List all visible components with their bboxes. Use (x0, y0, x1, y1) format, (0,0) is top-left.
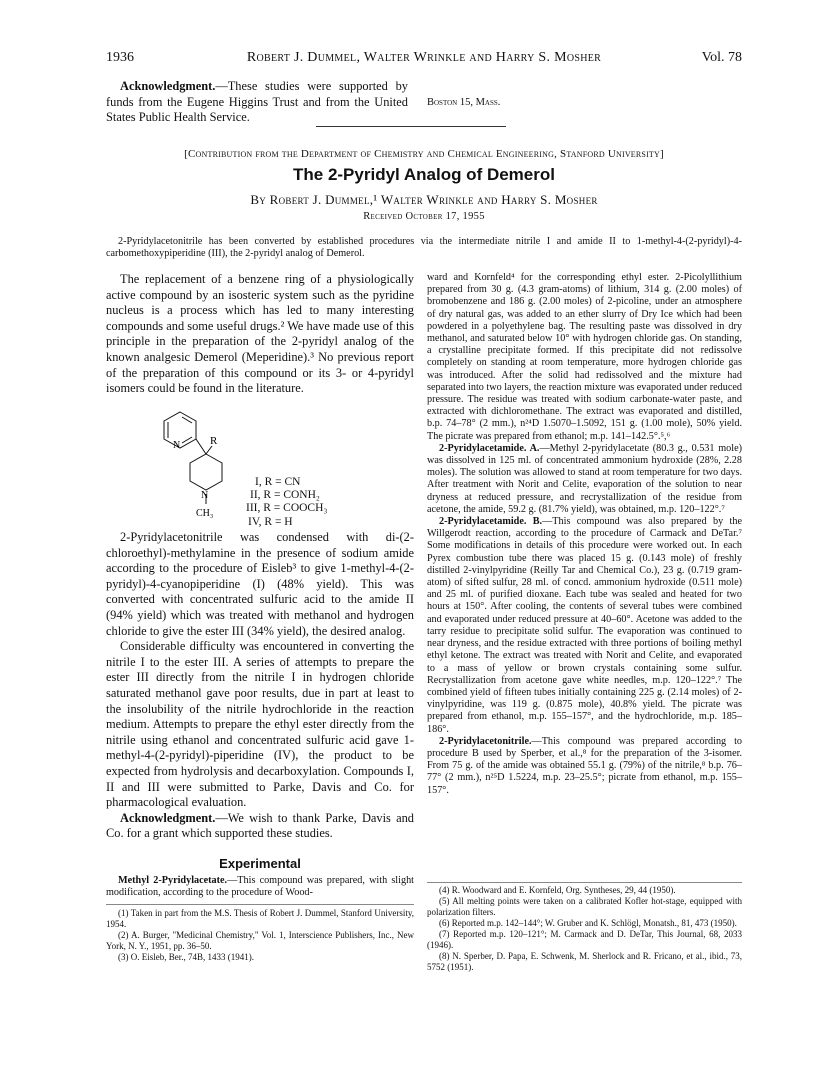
footnote: (6) Reported m.p. 142–144°; W. Gruber and K. Schlögl, Monatsh., 81, 473 (1950). (439, 918, 737, 928)
footnote: (5) All melting points were taken on a calibrated Kofler hot-stage, equipped with polarization filters. (427, 896, 742, 917)
article-title: The 2-Pyridyl Analog of Demerol (293, 165, 555, 184)
contribution-line: [Contribution from the Department of Chemistry and Chemical Engineering, Stanford University] (184, 148, 664, 160)
right-footnotes (427, 885, 742, 973)
footnote: (8) N. Sperber, D. Papa, E. Schwenk, M. Sherlock and R. Fricano, et al., ibid., 73, 5752 (1951). (427, 951, 742, 972)
ack-label: Acknowledgment. (120, 810, 216, 825)
piperidine-n-label: N (201, 490, 209, 501)
experimental-heading: Experimental (219, 856, 301, 871)
synthesis-paragraph: 2-Pyridylacetonitrile was condensed with di-(2-chloroethyl)-methylamine in the presence of sodium amide according to the procedure of Eisleb³ to give 1-methyl-4-(2-pyridyl)-4-cyanopiperidine (I) (48% yield). This was converted with concentrated sulfuric acid to the amide II (94% yield) which was treated with methanol and hydrogen chloride to give the ester III (34% yield), the desired analog. (106, 530, 414, 638)
volume-number: Vol. 78 (701, 50, 742, 65)
amide-a-text: —Methyl 2-pyridylacetate (80.3 g., 0.531 mole) was dissolved in 125 ml. of concentrated ammonium hydroxide (28%, 2.28 moles). The solution was allowed to stand at room temperature for two days. After treatment with Norit and Celite, evaporation of the solution to near dryness at reduced pressure, and recrystallization of the residue from acetone, the amide, 59.2 g. (81.7% yield), was obtained, m.p. 120–122°.⁷ (427, 442, 742, 515)
section-divider (316, 126, 506, 127)
nitrile-label: 2-Pyridylacetonitrile. (439, 735, 532, 747)
legend-item: III, R = COOCH₃ (246, 502, 328, 515)
page-number: 1936 (106, 50, 134, 65)
prev-location: Boston 15, Mass. (427, 97, 501, 108)
footnote-rule-right (427, 882, 742, 883)
prev-ack-text: —These studies were supported by funds from the Eugene Higgins Trust and from the United States Public Health Service. (106, 79, 408, 125)
footnote: (4) R. Woodward and E. Kornfeld, Org. Syntheses, 29, 44 (1950). (439, 885, 676, 895)
amide-b-text: —This compound was also prepared by the Willgerodt reaction, according to the procedure of Carmack and DeTar.⁷ Some modifications in details of this procedure were worked out. In each Pyrex combustion tube there was placed 15 g. (0.143 mole) of freshly distilled 2-vinylpyridine (Reilly Tar and Chemical Co.), 23 g. (0.719 gram-atom) of sifted sulfur, 28 ml. of concd. ammonium hydroxide (0.511 mole) and 25 ml. of purified dioxane. Each tube was sealed and heated for two hours at 150°. After cooling, the contents of several tubes were combined and evaporated under reduced pressure at 40–60°. Acetone was added to the tarry residue to precipitate solid sulfur. The evaporation was continued to near dryness, and the residue extracted with three portions of boiling methyl ethyl ketone. The extract was treated with Norit and Celite, and evaporated to a mass of yellow or brown crystals containing some sulfur. Recrystallization from acetone gave white needles, m.p. 120–122°.⁷ The combined yield of fifteen tubes initially containing 225 g. (2.14 moles) of 2-vinylpyridine, was 119 g. (0.875 mole), 40.8% yield. The picrate was prepared from ethanol, m.p. 155–157°, and the hydrochloride, m.p. 185–186°. (427, 516, 742, 735)
pyridine-n-label: N (173, 440, 181, 451)
ack-text: —We wish to thank Parke, Davis and Co. for a grant which supported these studies. (106, 810, 414, 841)
article-byline: By Robert J. Dummel,¹ Walter Wrinkle and Harry S. Mosher (250, 192, 598, 207)
abstract: 2-Pyridylacetonitrile has been converted by established procedures via the intermediate nitrile I and amide II to 1-methyl-4-(2-pyridyl)-4-carbomethoxypiperidine (III), the 2-pyridyl analog of Demerol. (106, 236, 742, 259)
footnote: (1) Taken in part from the M.S. Thesis of Robert J. Dummel, Stanford University, 1954. (106, 908, 414, 929)
legend-item: I, R = CN (255, 476, 301, 488)
amide-a-label: 2-Pyridylacetamide. A. (439, 442, 540, 454)
nitrile-text: —This compound was prepared according to procedure B used by Sperber, et al.,⁸ for the preparation of the 3-isomer. From 75 g. of the amide was obtained 55.1 g. (79%) of the nitrile,⁸ b.p. 76–77° (2 mm.), n²⁵D 1.5224, m.p. 23–25.5°; picrate from ethanol, m.p. 155–157°. (427, 735, 742, 796)
amide-b-label: 2-Pyridylacetamide. B. (439, 516, 543, 528)
footnote-rule-left (106, 904, 414, 905)
received-date: Received October 17, 1955 (363, 211, 485, 222)
intro-paragraph: The replacement of a benzene ring of a physiologically active compound by an isosteric system such as the pyridine nucleus is a process which has led to many interesting compounds and some useful drugs.² We have made use of this principle in the preparation of the 2-pyridyl analog of the known analgesic Demerol (Meperidine).³ No previous report of the preparation of this compound or its 3- or 4-pyridyl isomers could be found in the literature. (106, 272, 414, 396)
methyl-label: Methyl 2-Pyridylacetate. (118, 875, 228, 886)
running-header (106, 50, 742, 68)
picolyl-paragraph: ward and Kornfeld⁴ for the corresponding ethyl ester. 2-Picolyllithium prepared from 30 g. (4.3 gram-atoms) of lithium, 314 g. (2.00 moles) of bromobenzene and 186 g. (2.00 moles) of 2-picoline, under an atmosphere of dry natural gas, was added to an ether slurry of Dry Ice which had been powdered in a polyethylene bag. The resulting paste was dissolved in dry methanol, and saturated below 10° with hydrogen chloride gas. On standing, a crystalline precipitate formed. If this precipitate did not redissolve completely on standing at room temperature, more hydrogen chloride gas was introduced. After the solid had redissolved and the mixture had separated into two layers, the reaction mixture was evaporated under reduced pressure. The residue was treated with sodium carbonate-water paste, and extracted with dichloromethane. The extract was evaporated and distilled, b.p. 74–78° (2 mm.), n²⁴D 1.5070–1.5092, 151 g. (1.00 mole), 50% yield. The picrate was prepared from ethanol; m.p. 141–142.5°.⁵,⁶ (427, 272, 742, 442)
difficulty-paragraph: Considerable difficulty was encountered in converting the nitrile I to the ester III. A series of attempts to prepare the ester III directly from the nitrile I in hydrogen chloride saturated methanol gave poor results, due in part at least to the insolubility of the nitrile hydrochloride in the reaction medium. Attempts to prepare the ethyl ester directly from the nitrile using ethanol and concentrated sulfuric acid gave 1-methyl-4-(2-pyridyl)-piperidine (IV), the product to be expected from hydrolysis and decarboxylation. Compounds I, II and III were submitted to Parke, Davis and Co. for pharmacological evaluation. (106, 639, 414, 810)
legend-item: II, R = CONH₂ (250, 489, 320, 502)
methyl-ester-section (106, 875, 414, 899)
prev-ack-label: Acknowledgment. (120, 79, 216, 93)
right-body (427, 272, 742, 797)
left-body (106, 530, 414, 842)
legend-item: IV, R = H (248, 515, 293, 528)
footnote: (3) O. Eisleb, Ber., 74B, 1433 (1941). (118, 952, 254, 962)
r-group-label: R (210, 435, 218, 447)
footnote: (2) A. Burger, "Medicinal Chemistry," Vol. 1, Interscience Publishers, Inc., New York, N. Y., 1951, pp. 36–50. (106, 930, 414, 951)
left-footnotes (106, 908, 414, 963)
running-authors: Robert J. Dummel, Walter Wrinkle and Harry S. Mosher (246, 50, 602, 65)
prev-ack (106, 79, 408, 126)
structure-legend (238, 476, 327, 529)
footnote: (7) Reported m.p. 120–121°; M. Carmack and D. DeTar, This Journal, 68, 2033 (1946). (427, 929, 742, 950)
methyl-text: —This compound was prepared, with slight modification, according to the procedure of Wood- (106, 875, 414, 899)
left-intro (106, 272, 414, 397)
methyl-label: CH₃ (196, 508, 214, 519)
